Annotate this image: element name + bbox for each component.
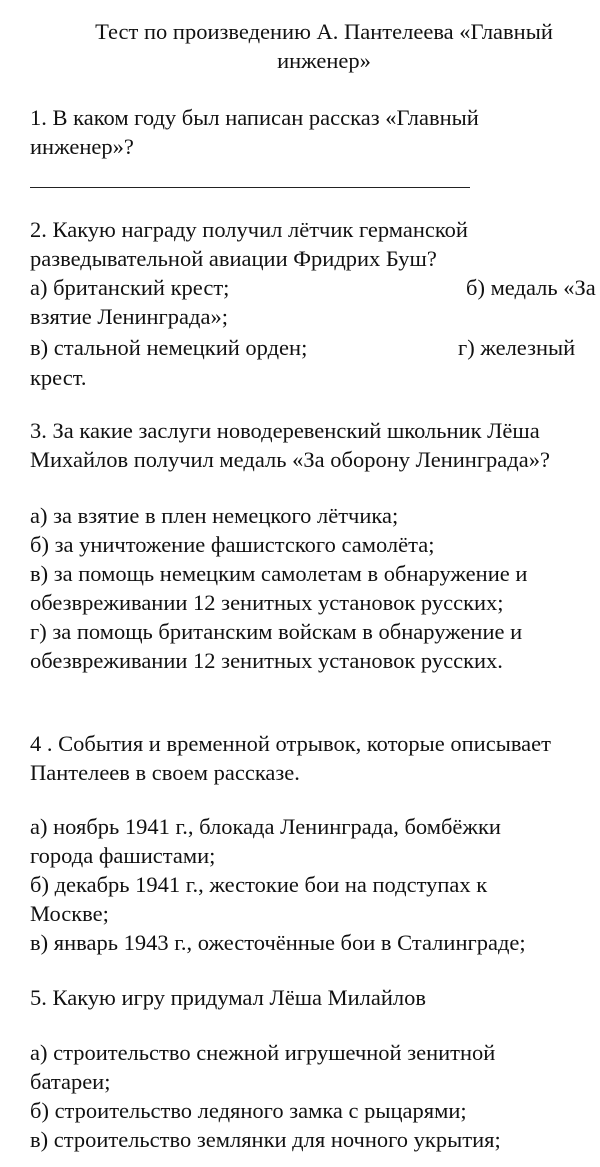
question-2-option-b-part1: б) медаль «За xyxy=(466,275,596,300)
question-5-option-b: б) строительство ледяного замка с рыцарями; xyxy=(30,1098,467,1123)
question-4-option-a-line1: а) ноябрь 1941 г., блокада Ленинграда, бомбёжки xyxy=(30,814,501,839)
question-2-option-b-part2: взятие Ленинграда»; xyxy=(30,304,228,329)
question-3-option-b: б) за уничтожение фашистского самолёта; xyxy=(30,532,435,557)
question-2-option-g-part2: крест. xyxy=(30,365,87,390)
question-5-option-v: в) строительство землянки для ночного укрытия; xyxy=(30,1127,501,1152)
question-4-option-b-line2: Москве; xyxy=(30,901,109,926)
question-2-text-line2: разведывательной авиации Фридрих Буш? xyxy=(30,246,437,271)
document-title-line1: Тест по произведению А. Пантелеева «Главный xyxy=(95,19,553,44)
question-4-option-b-line1: б) декабрь 1941 г., жестокие бои на подступах к xyxy=(30,872,488,897)
document-title-line2: инженер» xyxy=(277,48,371,73)
question-3-option-v-line1: в) за помощь немецким самолетам в обнаружение и xyxy=(30,561,528,586)
question-3-option-v-line2: обезвреживании 12 зенитных установок русских; xyxy=(30,590,504,615)
question-2-option-a: а) британский крест; xyxy=(30,275,230,300)
question-5-option-a-line2: батареи; xyxy=(30,1069,111,1094)
question-2-text-line1: 2. Какую награду получил лётчик германской xyxy=(30,217,468,242)
question-4-option-a-line2: города фашистами; xyxy=(30,843,216,868)
question-1-text-line2: инженер»? xyxy=(30,134,134,159)
question-3-option-g-line2: обезвреживании 12 зенитных установок русских. xyxy=(30,648,503,673)
question-4-text-line2: Пантелеев в своем рассказе. xyxy=(30,760,300,785)
question-4-option-v: в) январь 1943 г., ожесточённые бои в Сталинграде; xyxy=(30,930,526,955)
question-5-text-line1: 5. Какую игру придумал Лёша Милайлов xyxy=(30,985,427,1010)
question-3-option-g-line1: г) за помощь британским войскам в обнаружение и xyxy=(30,619,523,644)
answer-blank-line xyxy=(30,187,470,188)
question-5-option-a-line1: а) строительство снежной игрушечной зенитной xyxy=(30,1040,496,1065)
question-2-option-g-part1: г) железный xyxy=(458,335,576,360)
question-4-text-line1: 4 . События и временной отрывок, которые описывает xyxy=(30,731,551,756)
question-1-text-line1: 1. В каком году был написан рассказ «Главный xyxy=(30,105,479,130)
question-3-option-a: а) за взятие в плен немецкого лётчика; xyxy=(30,503,399,528)
question-3-text-line1: 3. За какие заслуги новодеревенский школьник Лёша xyxy=(30,418,540,443)
question-2-option-v: в) стальной немецкий орден; xyxy=(30,335,308,360)
question-3-text-line2: Михайлов получил медаль «За оборону Ленинграда»? xyxy=(30,447,550,472)
